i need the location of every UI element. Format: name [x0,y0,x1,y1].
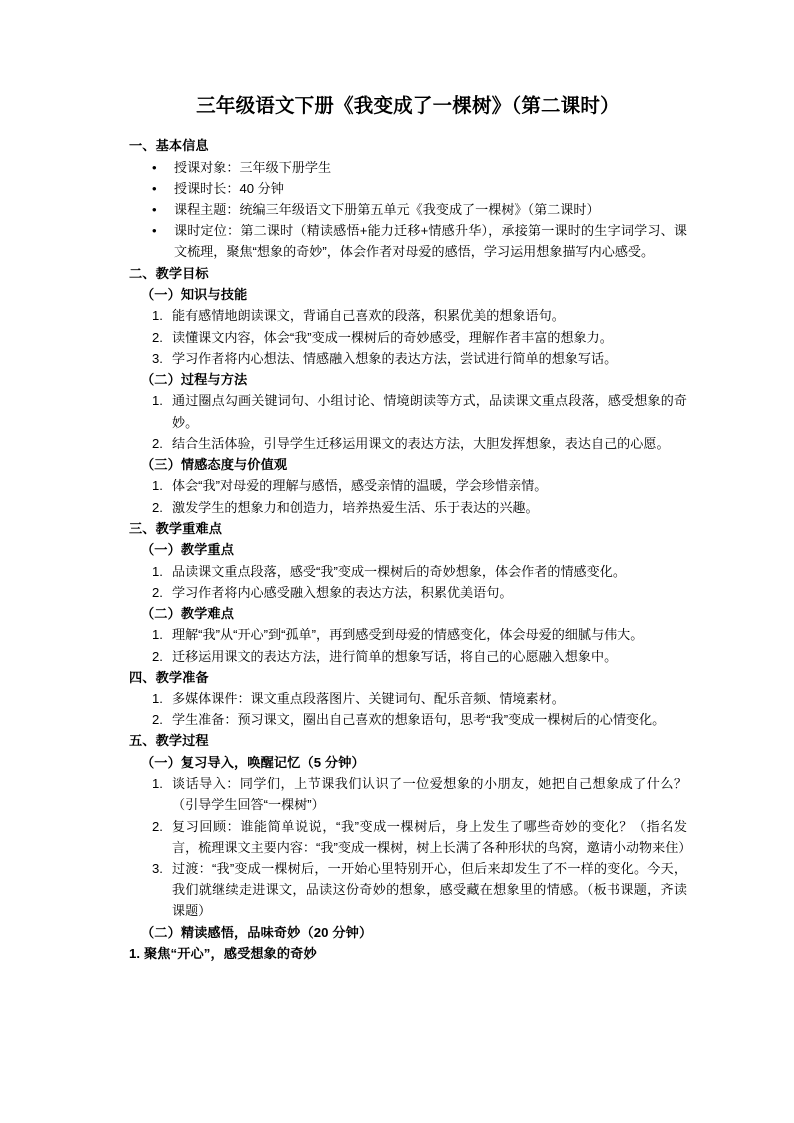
basic-info-list [129,157,687,263]
list-item: 复习回顾：谁能简单说说，“我”变成一棵树后，身上发生了哪些奇妙的变化？（指名发言，梳理课文主要内容：“我”变成一棵树，树上长满了各种形状的鸟窝，邀请小动物来住） [172,818,692,855]
process-methods-list [129,390,687,454]
knowledge-skills-list [129,305,687,369]
section-heading-teaching-process: 五、教学过程 [129,733,209,749]
subsection-heading-difficult-points: （二）教学难点 [141,605,235,621]
list-item: 品读课文重点段落，感受“我”变成一棵树后的奇妙想象，体会作者的情感变化。 [172,563,626,579]
list-item: 通过圈点勾画关键词句、小组讨论、情境朗读等方式，品读课文重点段落，感受想象的奇妙。 [172,393,687,430]
emotion-attitude-values-list [129,475,687,517]
list-item: 体会“我”对母爱的理解与感悟，感受亲情的温暖，学会珍惜亲情。 [172,478,548,494]
list-item: 学生准备：预习课文，圈出自己喜欢的想象语句，思考“我”变成一棵树后的心情变化。 [172,712,666,728]
list-item: 多媒体课件：课文重点段落图片、关键词句、配乐音频、情境素材。 [172,691,565,707]
subsection-heading-process-methods: （二）过程与方法 [141,372,248,387]
list-item: 激发学生的想象力和创造力，培养热爱生活、乐于表达的兴趣。 [172,499,539,515]
review-introduction-list [129,773,692,921]
subsection-heading-emotion-attitude-values: （三）情感态度与价值观 [141,456,288,472]
subsection-heading-focus-happiness: 1. 聚焦“开心”，感受想象的奇妙 [129,946,317,962]
list-item: • 授课对象：三年级下册学生 [129,157,687,178]
list-item: • 授课时长：40 分钟 [129,178,687,199]
section-heading-key-difficult-points: 三、教学重难点 [129,520,223,536]
list-item: 迁移运用课文的表达方法，进行简单的想象写话，将自己的心愿融入想象中。 [172,648,618,664]
list-item: 学习作者将内心想法、情感融入想象的表达方法，尝试进行简单的想象写话。 [172,350,618,366]
section-heading-basic-info: 一、基本信息 [129,138,209,154]
list-item: • 课时定位：第二课时（精读感悟+能力迁移+情感升华），承接第一课时的生字词学习、课文梳理，聚焦“想象的奇妙”，体会作者对母爱的感悟，学习运用想象描写内心感受。 [129,220,687,262]
list-item: 谈话导入：同学们，上节课我们认识了一位爱想象的小朋友，她把自己想象成了什么？（引导学生回答“一棵树”） [172,776,687,813]
list-item: • 课程主题：统编三年级语文下册第五单元《我变成了一棵树》（第二课时） [129,199,687,220]
list-item: 能有感情地朗读课文，背诵自己喜欢的段落，积累优美的想象语句。 [172,308,565,324]
page-title: 三年级语文下册《我变成了一棵树》（第二课时） [196,95,620,117]
key-points-list [129,561,687,603]
section-heading-teaching-objectives: 二、教学目标 [129,265,209,281]
subsection-heading-key-points: （一）教学重点 [141,542,235,558]
list-item: 结合生活体验，引导学生迁移运用课文的表达方法，大胆发挥想象，表达自己的心愿。 [172,435,670,451]
subsection-heading-knowledge-skills: （一）知识与技能 [141,287,248,303]
list-item: 读懂课文内容，体会“我”变成一棵树后的奇妙感受，理解作者丰富的想象力。 [172,329,613,345]
document-content [129,92,692,964]
list-item: 学习作者将内心感受融入想象的表达方法，积累优美语句。 [172,584,513,600]
subsection-heading-intensive-reading: （二）精读感悟，品味奇妙（20 分钟） [141,924,373,940]
teaching-preparation-list [129,688,687,730]
list-item: 过渡：“我”变成一棵树后，一开始心里特别开心，但后来却发生了不一样的变化。今天，我们就继续走进课文，品读这份奇妙的想象，感受藏在想象里的情感。（板书课题，齐读课题） [172,861,687,919]
subsection-heading-review-introduction: （一）复习导入，唤醒记忆（5 分钟） [141,754,365,770]
list-item: 理解“我”从“开心”到“孤单”，再到感受到母爱的情感变化，体会母爱的细腻与伟大。 [172,627,644,643]
difficult-points-list [129,624,687,666]
section-heading-teaching-preparation: 四、教学准备 [129,669,209,685]
